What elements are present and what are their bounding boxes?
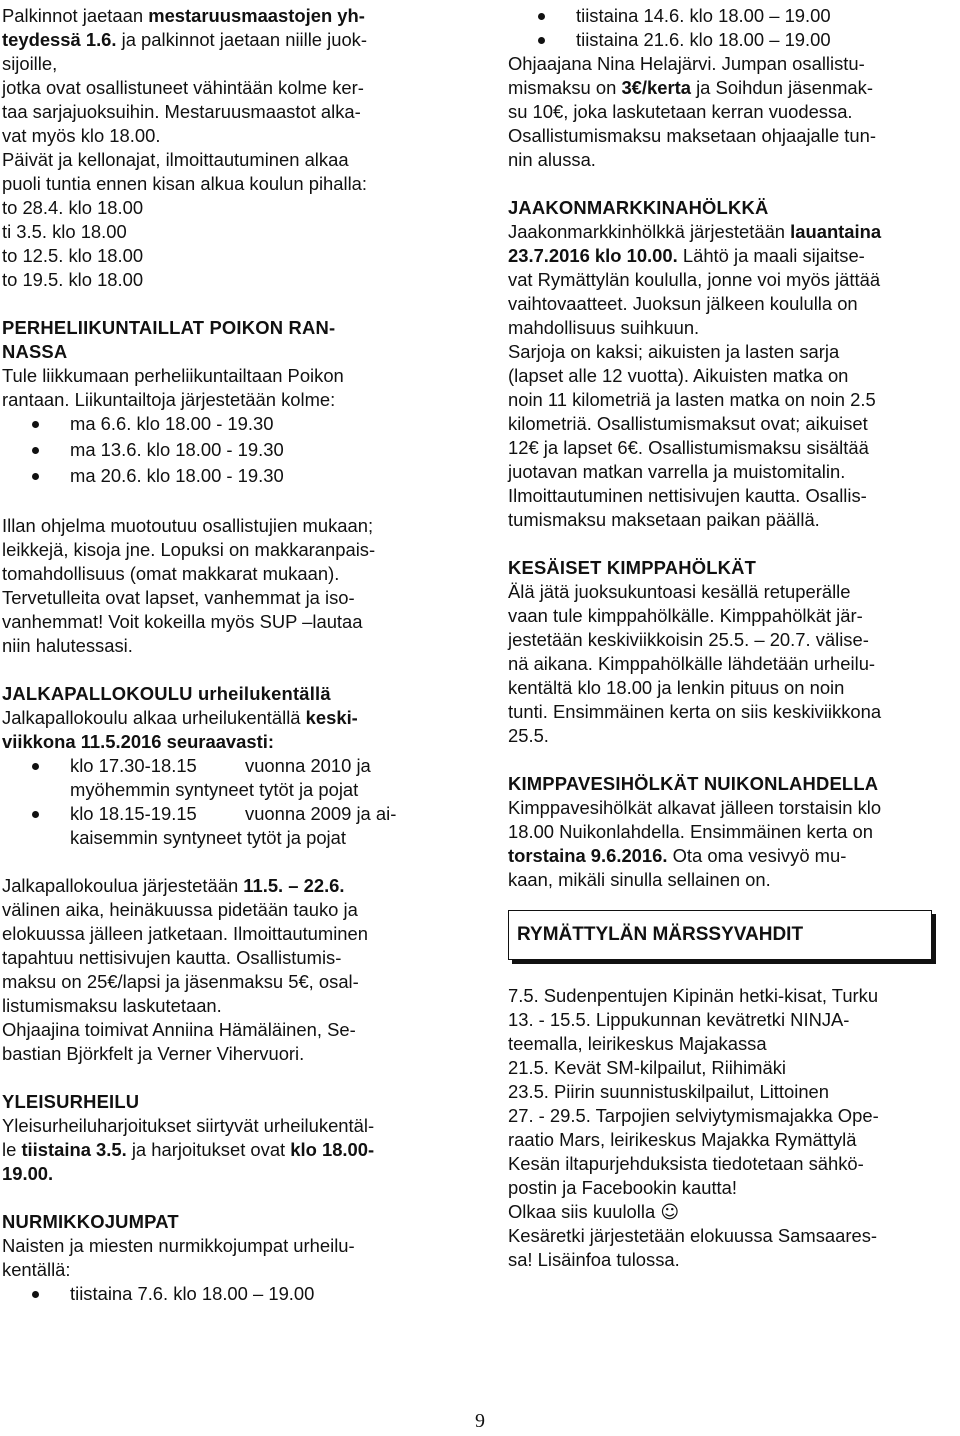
jaakon-text: 23.7.2016 klo 10.00. Lähtö ja maali sijaitse- — [508, 245, 865, 266]
perhe-text: Tule liikkumaan perheliikuntailtaan Poikon — [2, 365, 344, 386]
events-section — [508, 984, 948, 1272]
jaakon-heading: JAAKONMARKKINAHÖLKKÄ — [508, 197, 769, 218]
marssyvahdit-title-box — [508, 910, 932, 960]
closing-line: Olkaa siis kuulolla ☺ — [508, 1201, 680, 1223]
jalka-text: viikkona 11.5.2016 seuraavasti: — [2, 731, 274, 752]
intro-line: puoli tuntia ennen kisan alkua koulun pihalla: — [2, 173, 368, 194]
left-column — [2, 4, 472, 1308]
perhe-heading: NASSA — [2, 341, 68, 362]
kesaiset-text: 25.5. — [508, 725, 549, 746]
yleis-text: le tiistaina 3.5. ja harjoitukset ovat klo 18.00- — [2, 1139, 375, 1160]
bullet-icon — [32, 763, 39, 770]
intro-line: teydessä 1.6. ja palkinnot jaetaan niille juok- — [2, 29, 367, 50]
page-number: 9 — [475, 1410, 485, 1432]
bullet-icon — [32, 1291, 39, 1298]
jalka-text: maksu on 25€/lapsi ja jäsenmaksu 5€, osal- — [2, 971, 359, 992]
event-line: postin ja Facebookin kautta! — [508, 1177, 738, 1198]
intro-line: to 28.4. klo 18.00 — [2, 197, 144, 218]
ohjaaja-text: Ohjaajana Nina Helajärvi. Jumpan osallistu- — [508, 53, 865, 74]
list-item: tiistaina 21.6. klo 18.00 – 19.00 — [508, 28, 948, 52]
list-item: ma 6.6. klo 18.00 - 19.30 — [2, 412, 472, 438]
perhe-text: Tervetulleita ovat lapset, vanhemmat ja iso- — [2, 587, 355, 608]
nurmikko-date-list-continued — [0, 4, 948, 52]
jalka-text: Jalkapallokoulua järjestetään 11.5. – 22.6. — [2, 875, 345, 896]
perhe-heading: PERHELIIKUNTAILLAT POIKON RAN- — [2, 317, 336, 338]
perhe-date-list — [2, 412, 472, 490]
jaakon-text: noin 11 kilometriä ja lasten matka on noin 2.5 — [508, 389, 876, 410]
kimppavesi-section — [508, 772, 948, 892]
event-line: 7.5. Sudenpentujen Kipinän hetki-kisat, Turku — [508, 985, 879, 1006]
intro-line: to 12.5. klo 18.00 — [2, 245, 144, 266]
kesaiset-text: nä aikana. Kimppahölkälle lähdetään urheilu- — [508, 653, 876, 674]
jaakon-text: juotavan matkan varrella ja muistomitalin. — [508, 461, 846, 482]
intro-line: sijoille, — [2, 53, 58, 74]
intro-line: jotka ovat osallistuneet vähintään kolme ker- — [2, 77, 364, 98]
jalka-text: listumismaksu laskutetaan. — [2, 995, 222, 1016]
list-item: tiistaina 7.6. klo 18.00 – 19.00 — [2, 1282, 472, 1308]
perhe-text: tomahdollisuus (omat makkarat mukaan). — [2, 563, 340, 584]
jaakon-text: mahdollisuus suihkuun. — [508, 317, 700, 338]
perhe-text: Illan ohjelma muotoutuu osallistujien mukaan; — [2, 515, 374, 536]
kesaiset-text: vaan tule kimppahölkälle. Kimppahölkät jär- — [508, 605, 863, 626]
bullet-icon — [538, 37, 545, 44]
list-item: tiistaina 14.6. klo 18.00 – 19.00 — [508, 4, 948, 28]
kimppavesi-text: Kimppavesihölkät alkavat jälleen torstaisin klo — [508, 797, 882, 818]
jaakon-text: vaihtovaatteet. Juoksun jälkeen koululla on — [508, 293, 858, 314]
perhe-text: rantaan. Liikuntailtoja järjestetään kolme: — [2, 389, 336, 410]
list-item: ma 20.6. klo 18.00 - 19.30 — [2, 464, 472, 490]
ohjaaja-text: Osallistumismaksu maksetaan ohjaajalle tun- — [508, 125, 876, 146]
event-line: 27. - 29.5. Tarpojien selviytymismajakka Ope- — [508, 1105, 879, 1126]
nurmikko-text: kentällä: — [2, 1259, 71, 1280]
kesaiset-text: jestetään keskiviikkoisin 25.5. – 20.7. välise- — [508, 629, 869, 650]
ohjaaja-text: nin alussa. — [508, 149, 596, 170]
jalka-text: elokuussa jälleen jatketaan. Ilmoittautuminen — [2, 923, 368, 944]
ohjaaja-paragraph — [508, 52, 948, 172]
list-item: klo 17.30-18.15 vuonna 2010 ja myöhemmin syntyneet tytöt ja pojat — [2, 754, 472, 802]
intro-line: Palkinnot jaetaan mestaruusmaastojen yh- — [2, 5, 365, 26]
event-line: teemalla, leirikeskus Majakassa — [508, 1033, 767, 1054]
list-item: klo 18.15-19.15 vuonna 2009 ja ai- kaisemmin syntyneet tytöt ja pojat — [2, 802, 472, 850]
kimppavesi-heading: KIMPPAVESIHÖLKÄT NUIKONLAHDELLA — [508, 773, 879, 794]
bullet-icon — [32, 421, 39, 428]
intro-line: ti 3.5. klo 18.00 — [2, 221, 127, 242]
marssyvahdit-title: RYMÄTTYLÄN MÄRSSYVAHDIT — [517, 924, 804, 945]
jalka-section — [2, 682, 472, 1066]
jalka-text: bastian Björkfelt ja Verner Vihervuori. — [2, 1043, 305, 1064]
list-item: ma 13.6. klo 18.00 - 19.30 — [2, 438, 472, 464]
jalka-text: Ohjaajina toimivat Anniina Hämäläinen, Se- — [2, 1019, 356, 1040]
nurmikko-text: Naisten ja miesten nurmikkojumpat urheilu- — [2, 1235, 355, 1256]
bullet-icon — [32, 811, 39, 818]
kimppavesi-text: torstaina 9.6.2016. Ota oma vesivyö mu- — [508, 845, 847, 866]
event-line: 21.5. Kevät SM-kilpailut, Riihimäki — [508, 1057, 787, 1078]
jalka-text: tapahtuu nettisivujen kautta. Osallistumis- — [2, 947, 342, 968]
yleis-section — [2, 1090, 472, 1186]
intro-line: vat myös klo 18.00. — [2, 125, 161, 146]
jaakon-section — [508, 196, 948, 532]
kesaiset-text: tunti. Ensimmäinen kerta on siis keskiviikkona — [508, 701, 882, 722]
bullet-icon — [32, 473, 39, 480]
perhe-text: leikkejä, kisoja jne. Lopuksi on makkaranpais- — [2, 539, 376, 560]
intro-line: to 19.5. klo 18.00 — [2, 269, 144, 290]
ohjaaja-text: su 10€, joka laskutetaan kerran vuodessa. — [508, 101, 853, 122]
kesaiset-heading: KESÄISET KIMPPAHÖLKÄT — [508, 557, 757, 578]
jaakon-text: vat Rymättylän koululla, jonne voi myös jättää — [508, 269, 881, 290]
jaakon-text: Ilmoittautuminen nettisivujen kautta. Osallis- — [508, 485, 867, 506]
jaakon-text: 12€ ja lapset 6€. Osallistumismaksu sisältää — [508, 437, 869, 458]
kesaiset-section — [508, 556, 948, 748]
kesaiset-text: kentältä klo 18.00 ja lenkin pituus on noin — [508, 677, 845, 698]
event-line: 13. - 15.5. Lippukunnan kevätretki NINJA- — [508, 1009, 850, 1030]
jaakon-text: Jaakonmarkkinhölkkä järjestetään lauantaina — [508, 221, 882, 242]
kesaiset-text: Älä jätä juoksukuntoasi kesällä retuperälle — [508, 581, 851, 602]
perhe-text: vanhemmat! Voit kokeilla myös SUP –lautaa — [2, 611, 363, 632]
jaakon-text: Sarjoja on kaksi; aikuisten ja lasten sarja — [508, 341, 840, 362]
event-line: raatio Mars, leirikeskus Majakka Rymättylä — [508, 1129, 857, 1150]
smiley-icon: ☺ — [660, 1202, 680, 1223]
nurmikko-date-list — [2, 1282, 472, 1308]
intro-line: taa sarjajuoksuihin. Mestaruusmaastot alka- — [2, 101, 361, 122]
kimppavesi-text: kaan, mikäli sinulla sellainen on. — [508, 869, 771, 890]
jalka-text: Jalkapallokoulu alkaa urheilukentällä keski- — [2, 707, 358, 728]
event-line: Kesäretki järjestetään elokuussa Samsaares- — [508, 1225, 878, 1246]
ohjaaja-text: mismaksu on 3€/kerta ja Soihdun jäsenmak- — [508, 77, 873, 98]
event-line: sa! Lisäinfoa tulossa. — [508, 1249, 680, 1270]
yleis-heading: YLEISURHEILU — [2, 1091, 140, 1112]
nurmikko-heading: NURMIKKOJUMPAT — [2, 1211, 179, 1232]
yleis-text: 19.00. — [2, 1163, 54, 1184]
intro-line: Päivät ja kellonajat, ilmoittautuminen alkaa — [2, 149, 349, 170]
bullet-icon — [538, 13, 545, 20]
kimppavesi-text: 18.00 Nuikonlahdella. Ensimmäinen kerta on — [508, 821, 873, 842]
bullet-icon — [32, 447, 39, 454]
nurmikko-section — [2, 1210, 472, 1308]
jaakon-text: kilometriä. Osallistumismaksut ovat; aikuiset — [508, 413, 868, 434]
yleis-text: Yleisurheiluharjoitukset siirtyvät urheilukentäl- — [2, 1115, 375, 1136]
jaakon-text: tumismaksu maksetaan paikan päällä. — [508, 509, 820, 530]
jaakon-text: (lapset alle 12 vuotta). Aikuisten matka on — [508, 365, 849, 386]
right-column — [508, 4, 948, 1272]
event-line: 23.5. Piirin suunnistuskilpailut, Littoinen — [508, 1081, 830, 1102]
perhe-text: niin halutessasi. — [2, 635, 133, 656]
jalka-heading: JALKAPALLOKOULU urheilukentällä — [2, 683, 331, 704]
event-line: Kesän iltapurjehduksista tiedotetaan sähkö- — [508, 1153, 864, 1174]
perhe-section — [2, 316, 472, 658]
jalka-text: välinen aika, heinäkuussa pidetään tauko ja — [2, 899, 358, 920]
